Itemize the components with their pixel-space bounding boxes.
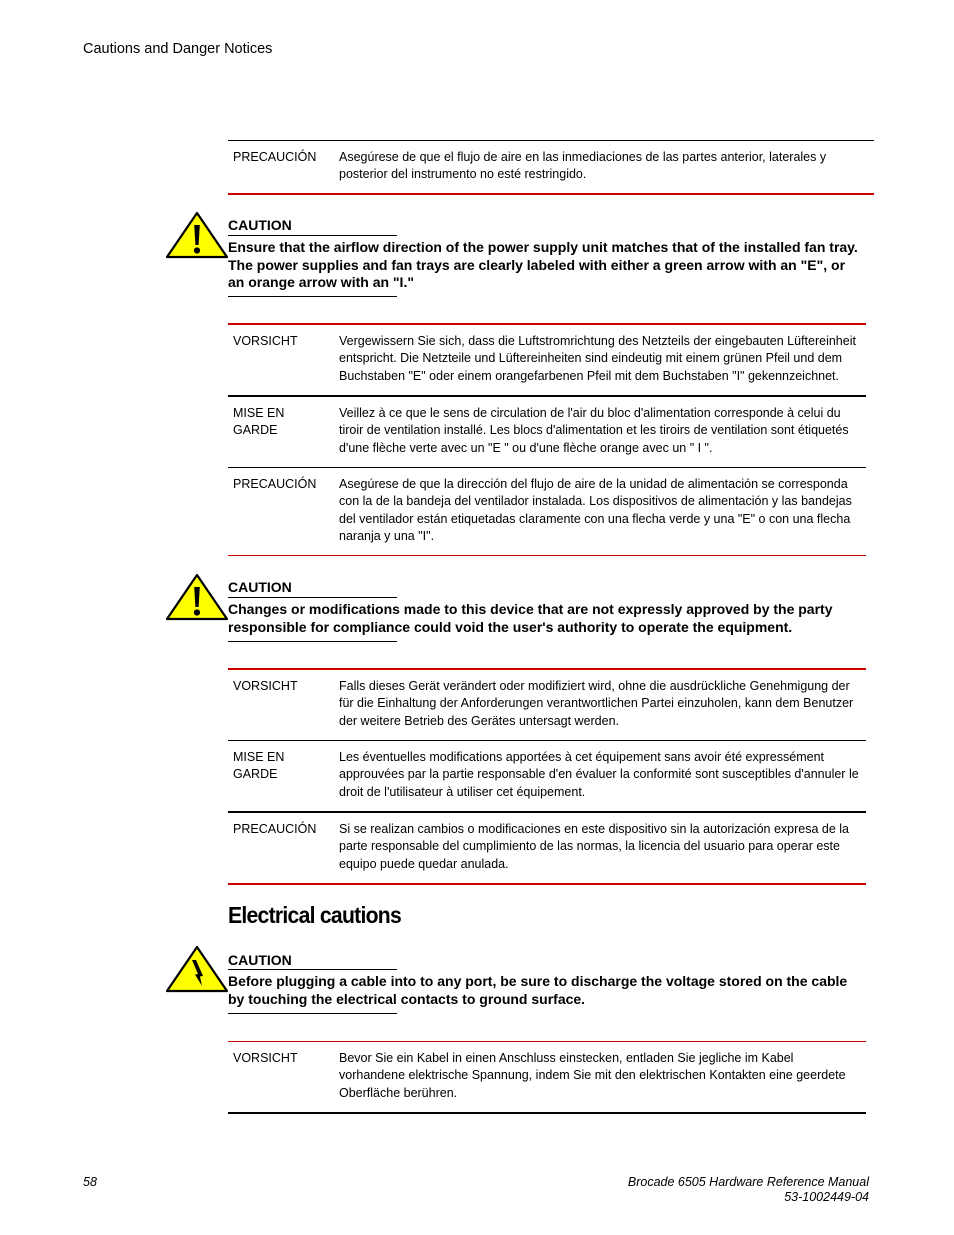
translation-label: VORSICHT: [233, 679, 298, 693]
translation-text: [339, 678, 853, 730]
text-line: Bevor Sie ein Kabel in einen Anschluss einstecken, entladen Sie jegliche im Kabel: [339, 1051, 794, 1065]
table-rule: [228, 811, 866, 813]
text-line: Vergewissern Sie sich, dass die Luftstromrichtung des Netzteils der eingebauten Lüftereinheit: [339, 334, 856, 348]
text-line: naranja y una "I".: [339, 528, 435, 543]
text-line: droit de l'utilisateur à utiliser cet équipement.: [339, 784, 586, 799]
table-rule: [228, 1112, 866, 1114]
caution-heading: CAUTION: [228, 217, 292, 233]
manual-title: Brocade 6505 Hardware Reference Manual: [627, 1175, 869, 1189]
caution-line: responsible for compliance could void the user's authority to operate the equipment.: [228, 618, 793, 635]
text-line: tiroir de ventilation installé. Les blocs d'alimentation et les tiroirs de ventilation sont étiquetés: [339, 423, 849, 438]
text-line: Les éventuelles modifications apportées à cet équipement sans avoir été expressément: [339, 750, 825, 764]
label-line: GARDE: [233, 767, 278, 782]
translation-label: [233, 749, 284, 784]
text-line: del ventilador están etiquetadas claramente con una flecha verde y una "E" o con una flecha: [339, 511, 851, 526]
warning-exclamation-icon: [165, 211, 229, 259]
label-line: MISE EN: [233, 406, 285, 420]
caution-line: Ensure that the airflow direction of the power supply unit matches that of the installed fan tray.: [228, 239, 858, 255]
page-number: 58: [83, 1175, 97, 1189]
text-line: entspricht. Die Netzteile und Lüftereinheiten sind eindeutig mit einem grünen Pfeil und dem: [339, 351, 843, 366]
translation-text: [339, 405, 849, 457]
translation-label: VORSICHT: [233, 1051, 298, 1065]
text-line: equipo puede quedar anulada.: [339, 856, 509, 871]
caution-heading-rule: [228, 235, 397, 236]
running-header: Cautions and Danger Notices: [83, 41, 273, 57]
translation-label: PRECAUCIÓN: [233, 822, 317, 836]
text-line: Asegúrese de que la dirección del flujo de aire de la unidad de alimentación se corresponda: [339, 477, 848, 491]
text-line: Si se realizan cambios o modificaciones en este dispositivo sin la autorización expresa de la: [339, 822, 849, 836]
section-heading: Electrical cautions: [228, 902, 402, 928]
notice-label: PRECAUCIÓN: [233, 150, 317, 164]
doc-number: 53-1002449-04: [784, 1190, 869, 1204]
table-rule: [228, 140, 874, 141]
caution-heading: CAUTION: [228, 952, 292, 968]
caution-end-rule: [228, 641, 397, 642]
label-line: MISE EN: [233, 750, 285, 764]
caution-text: [228, 239, 878, 292]
translation-label: VORSICHT: [233, 334, 298, 348]
table-rule: [228, 467, 866, 468]
table-rule: [228, 323, 866, 325]
table-rule: [228, 668, 866, 670]
text-line: der weitere Betrieb des Gerätes untersagt werden.: [339, 713, 620, 728]
translation-label: PRECAUCIÓN: [233, 477, 317, 491]
text-line: con la de la bandeja del ventilador instalada. Los dispositivos de alimentación y las bandejas: [339, 494, 852, 509]
translation-text: [339, 476, 852, 545]
caution-line: by touching the electrical contacts to ground surface.: [228, 990, 586, 1007]
warning-exclamation-icon: [165, 573, 229, 621]
translation-text: [339, 821, 849, 873]
text-line: approuvées par la partie responsable d'en évaluer la conformité sont susceptibles d'annuler le: [339, 767, 859, 782]
caution-heading-rule: [228, 969, 397, 970]
electrical-hazard-icon: [165, 945, 229, 993]
translation-label: [233, 405, 284, 440]
caution-heading: CAUTION: [228, 579, 292, 595]
caution-heading-rule: [228, 597, 397, 598]
caution-end-rule: [228, 296, 397, 297]
caution-line: an orange arrow with an "I.": [228, 274, 414, 290]
label-line: GARDE: [233, 423, 278, 438]
text-line: Oberfläche berühren.: [339, 1085, 458, 1100]
translation-text: [339, 333, 856, 385]
text-line: Falls dieses Gerät verändert oder modifiziert wird, ohne die ausdrückliche Genehmigung der: [339, 679, 850, 693]
table-rule: [228, 555, 866, 556]
caution-line: The power supplies and fan trays are clearly labeled with either a green arrow with an "E", or: [228, 256, 846, 273]
text-line: Asegúrese de que el flujo de aire en las inmediaciones de las partes anterior, laterales y: [339, 150, 827, 164]
caution-line: Changes or modifications made to this device that are not expressly approved by the party: [228, 601, 833, 617]
caution-end-rule: [228, 1013, 397, 1014]
footer-doc-info: [628, 1175, 869, 1205]
caution-text: [228, 973, 878, 1008]
table-rule: [228, 1041, 866, 1042]
caution-text: [228, 601, 878, 636]
notice-text: [339, 149, 826, 184]
table-rule: [228, 883, 866, 885]
table-rule: [228, 193, 874, 195]
text-line: d'une flèche verte avec un "E " ou d'une flèche orange avec un " I ".: [339, 440, 713, 455]
translation-text: [339, 749, 859, 801]
caution-line: Before plugging a cable into to any port, be sure to discharge the voltage stored on the cable: [228, 973, 848, 989]
translation-text: [339, 1050, 846, 1102]
text-line: Buchstaben "E" oder einem orangefarbenen Pfeil mit dem Buchstaben "I" gekennzeichnet.: [339, 368, 839, 383]
text-line: vorhandene elektrische Spannung, indem Sie mit den elektrischen Kontakten eine geerdete: [339, 1068, 846, 1083]
table-rule: [228, 740, 866, 741]
text-line: posterior del instrumento no esté restringido.: [339, 167, 587, 182]
text-line: Veillez à ce que le sens de circulation de l'air du bloc d'alimentation corresponde à celui du: [339, 406, 841, 420]
text-line: für die Einhaltung der Anforderungen verantwortlichen Partei einzuholen, kann dem Benutzer: [339, 696, 854, 711]
table-rule: [228, 395, 866, 397]
text-line: parte responsable del cumplimiento de las normas, la licencia del usuario para operar este: [339, 839, 840, 854]
